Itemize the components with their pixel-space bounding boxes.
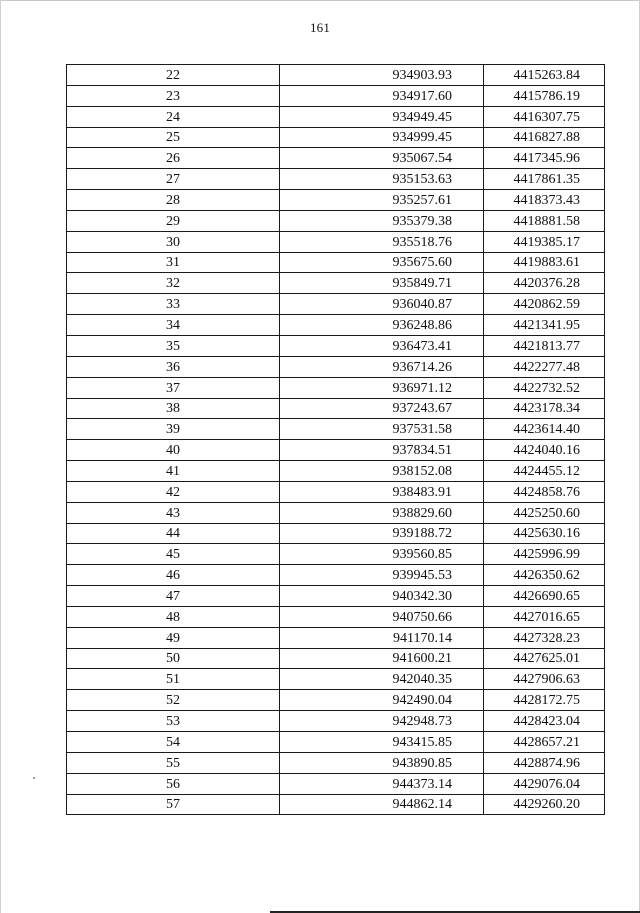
point-number-cell: 36 [67,356,280,377]
y-coordinate-cell: 4425250.60 [484,502,605,523]
y-coordinate-cell: 4420862.59 [484,294,605,315]
x-coordinate-cell: 940342.30 [280,586,484,607]
table-row [67,711,605,732]
table-row [67,252,605,273]
point-number-cell: 27 [67,169,280,190]
table-row [67,794,605,815]
x-coordinate-cell: 934949.45 [280,106,484,127]
point-number-cell: 39 [67,419,280,440]
table-row [67,690,605,711]
y-coordinate-cell: 4421341.95 [484,315,605,336]
y-coordinate-cell: 4424858.76 [484,481,605,502]
x-coordinate-cell: 942040.35 [280,669,484,690]
x-coordinate-cell: 944373.14 [280,773,484,794]
table-row [67,356,605,377]
point-number-cell: 28 [67,190,280,211]
table-row [67,440,605,461]
x-coordinate-cell: 944862.14 [280,794,484,815]
coordinate-table [66,64,605,815]
x-coordinate-cell: 936473.41 [280,335,484,356]
point-number-cell: 42 [67,481,280,502]
point-number-cell: 44 [67,523,280,544]
y-coordinate-cell: 4428423.04 [484,711,605,732]
point-number-cell: 40 [67,440,280,461]
y-coordinate-cell: 4422277.48 [484,356,605,377]
table-row [67,169,605,190]
point-number-cell: 23 [67,85,280,106]
y-coordinate-cell: 4428657.21 [484,732,605,753]
point-number-cell: 22 [67,65,280,86]
y-coordinate-cell: 4427016.65 [484,606,605,627]
table-row [67,648,605,669]
point-number-cell: 29 [67,210,280,231]
point-number-cell: 41 [67,461,280,482]
x-coordinate-cell: 939560.85 [280,544,484,565]
point-number-cell: 56 [67,773,280,794]
y-coordinate-cell: 4423614.40 [484,419,605,440]
point-number-cell: 25 [67,127,280,148]
x-coordinate-cell: 938483.91 [280,481,484,502]
table-row [67,315,605,336]
point-number-cell: 50 [67,648,280,669]
x-coordinate-cell: 942490.04 [280,690,484,711]
point-number-cell: 46 [67,565,280,586]
point-number-cell: 51 [67,669,280,690]
page-edge-left [0,0,1,913]
table-row [67,335,605,356]
table-row [67,627,605,648]
coordinate-table-container [66,64,605,815]
table-row [67,210,605,231]
point-number-cell: 26 [67,148,280,169]
point-number-cell: 30 [67,231,280,252]
table-row [67,398,605,419]
point-number-cell: 57 [67,794,280,815]
y-coordinate-cell: 4424040.16 [484,440,605,461]
point-number-cell: 37 [67,377,280,398]
point-number-cell: 43 [67,502,280,523]
y-coordinate-cell: 4425996.99 [484,544,605,565]
x-coordinate-cell: 934999.45 [280,127,484,148]
table-row [67,273,605,294]
y-coordinate-cell: 4428172.75 [484,690,605,711]
table-row [67,606,605,627]
x-coordinate-cell: 935849.71 [280,273,484,294]
y-coordinate-cell: 4429076.04 [484,773,605,794]
table-row [67,148,605,169]
table-row [67,65,605,86]
x-coordinate-cell: 935379.38 [280,210,484,231]
coordinate-table-body [67,65,605,815]
y-coordinate-cell: 4419385.17 [484,231,605,252]
x-coordinate-cell: 940750.66 [280,606,484,627]
y-coordinate-cell: 4419883.61 [484,252,605,273]
y-coordinate-cell: 4428874.96 [484,752,605,773]
x-coordinate-cell: 936248.86 [280,315,484,336]
y-coordinate-cell: 4429260.20 [484,794,605,815]
y-coordinate-cell: 4417861.35 [484,169,605,190]
table-row [67,127,605,148]
page-number: 161 [309,20,331,35]
point-number-cell: 45 [67,544,280,565]
x-coordinate-cell: 934903.93 [280,65,484,86]
y-coordinate-cell: 4427328.23 [484,627,605,648]
table-row [67,85,605,106]
point-number-cell: 33 [67,294,280,315]
x-coordinate-cell: 937834.51 [280,440,484,461]
point-number-cell: 31 [67,252,280,273]
x-coordinate-cell: 935153.63 [280,169,484,190]
x-coordinate-cell: 934917.60 [280,85,484,106]
y-coordinate-cell: 4416307.75 [484,106,605,127]
x-coordinate-cell: 939945.53 [280,565,484,586]
point-number-cell: 55 [67,752,280,773]
table-row [67,544,605,565]
x-coordinate-cell: 935067.54 [280,148,484,169]
x-coordinate-cell: 939188.72 [280,523,484,544]
table-row [67,669,605,690]
point-number-cell: 47 [67,586,280,607]
table-row [67,565,605,586]
table-row [67,732,605,753]
x-coordinate-cell: 936714.26 [280,356,484,377]
margin-mark [33,777,35,779]
table-row [67,419,605,440]
x-coordinate-cell: 938152.08 [280,461,484,482]
table-row [67,106,605,127]
y-coordinate-cell: 4415786.19 [484,85,605,106]
table-row [67,773,605,794]
x-coordinate-cell: 943415.85 [280,732,484,753]
y-coordinate-cell: 4420376.28 [484,273,605,294]
x-coordinate-cell: 936971.12 [280,377,484,398]
y-coordinate-cell: 4426350.62 [484,565,605,586]
y-coordinate-cell: 4425630.16 [484,523,605,544]
table-row [67,294,605,315]
x-coordinate-cell: 943890.85 [280,752,484,773]
y-coordinate-cell: 4418373.43 [484,190,605,211]
point-number-cell: 48 [67,606,280,627]
table-row [67,461,605,482]
table-row [67,190,605,211]
y-coordinate-cell: 4418881.58 [484,210,605,231]
table-row [67,231,605,252]
x-coordinate-cell: 935257.61 [280,190,484,211]
y-coordinate-cell: 4426690.65 [484,586,605,607]
point-number-cell: 24 [67,106,280,127]
y-coordinate-cell: 4422732.52 [484,377,605,398]
y-coordinate-cell: 4427625.01 [484,648,605,669]
x-coordinate-cell: 942948.73 [280,711,484,732]
x-coordinate-cell: 941600.21 [280,648,484,669]
y-coordinate-cell: 4423178.34 [484,398,605,419]
point-number-cell: 53 [67,711,280,732]
x-coordinate-cell: 937243.67 [280,398,484,419]
point-number-cell: 35 [67,335,280,356]
x-coordinate-cell: 936040.87 [280,294,484,315]
point-number-cell: 32 [67,273,280,294]
y-coordinate-cell: 4421813.77 [484,335,605,356]
x-coordinate-cell: 941170.14 [280,627,484,648]
table-row [67,481,605,502]
table-row [67,502,605,523]
point-number-cell: 52 [67,690,280,711]
y-coordinate-cell: 4415263.84 [484,65,605,86]
table-row [67,752,605,773]
point-number-cell: 49 [67,627,280,648]
point-number-cell: 38 [67,398,280,419]
page-edge-top [0,0,640,1]
x-coordinate-cell: 937531.58 [280,419,484,440]
table-row [67,523,605,544]
x-coordinate-cell: 938829.60 [280,502,484,523]
y-coordinate-cell: 4417345.96 [484,148,605,169]
y-coordinate-cell: 4427906.63 [484,669,605,690]
y-coordinate-cell: 4424455.12 [484,461,605,482]
point-number-cell: 54 [67,732,280,753]
y-coordinate-cell: 4416827.88 [484,127,605,148]
table-row [67,377,605,398]
table-row [67,586,605,607]
x-coordinate-cell: 935518.76 [280,231,484,252]
x-coordinate-cell: 935675.60 [280,252,484,273]
point-number-cell: 34 [67,315,280,336]
